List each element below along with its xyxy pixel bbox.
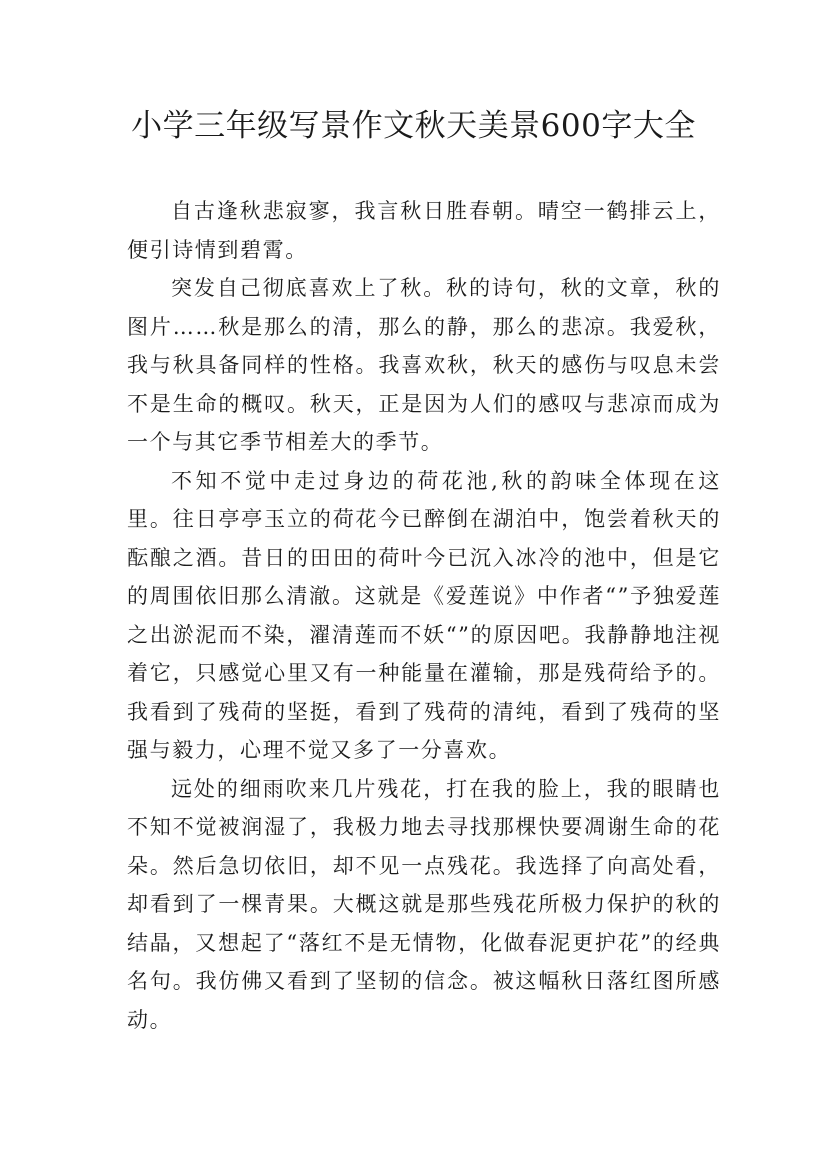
- paragraph-1: 自古逢秋悲寂寥，我言秋日胜春朝。晴空一鹤排云上，便引诗情到碧霄。: [127, 199, 721, 262]
- document-title: 小学三年级写景作文秋天美景600字大全: [131, 108, 696, 144]
- paragraph-3: 不知不觉中走过身边的荷花池,秋的韵味全体现在这里。往日亭亭玉立的荷花今已醉倒在湖泊中，饱尝着秋天的酝酿之酒。昔日的田田的荷叶今已沉入冰冷的池中，但是它的周围依旧那么清澈。这就是《爱莲说》中作者“”予独爱莲之出淤泥而不染，濯清莲而不妖“”的原因吧。我静静地注视着它，只感觉心里又有一种能量在灌输，那是残荷给予的。我看到了残荷的坚挺，看到了残荷的清纯，看到了残荷的坚强与毅力，心理不觉又多了一分喜欢。: [127, 468, 721, 762]
- document-body: [127, 192, 721, 1039]
- paragraph-2: 突发自己彻底喜欢上了秋。秋的诗句，秋的文章，秋的图片……秋是那么的清，那么的静，那么的悲凉。我爱秋，我与秋具备同样的性格。我喜欢秋，秋天的感伤与叹息未尝不是生命的概叹。秋天，正是因为人们的感叹与悲凉而成为一个与其它季节相差大的季节。: [127, 276, 721, 454]
- paragraph-4: 远处的细雨吹来几片残花，打在我的脸上，我的眼睛也不知不觉被润湿了，我极力地去寻找那棵快要凋谢生命的花朵。然后急切依旧，却不见一点残花。我选择了向高处看，却看到了一棵青果。大概这就是那些残花所极力保护的秋的结晶，又想起了“落红不是无情物，化做春泥更护花”的经典名句。我仿佛又看到了坚韧的信念。被这幅秋日落红图所感动。: [127, 776, 721, 1032]
